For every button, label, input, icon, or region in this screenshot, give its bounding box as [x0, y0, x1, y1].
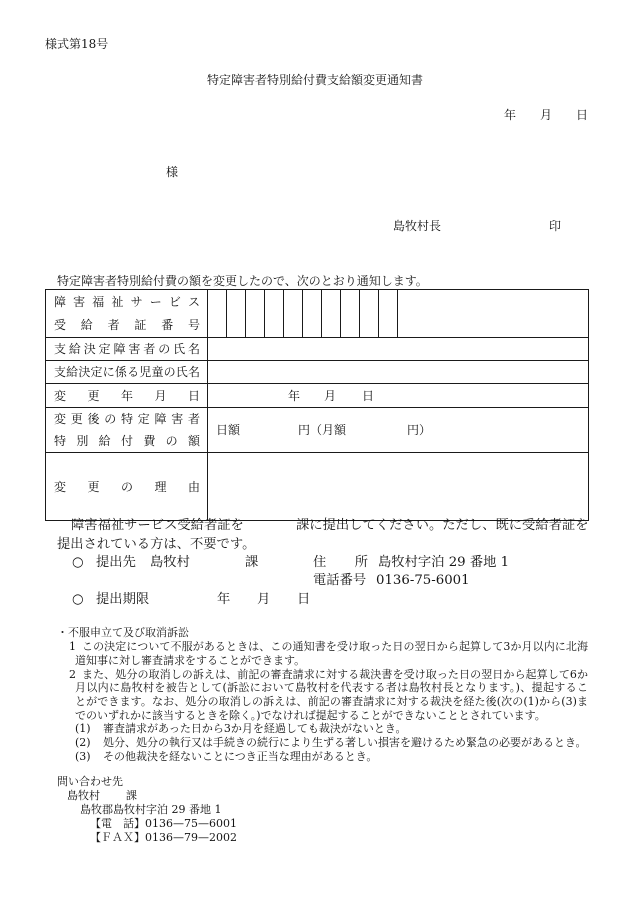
- value-new-amount: [208, 408, 589, 453]
- certificate-digit-box: [265, 290, 284, 338]
- certificate-digit-box: [360, 290, 379, 338]
- deadline-day: 日: [297, 592, 311, 607]
- notice-date-month: 月: [540, 108, 553, 122]
- label-line: 特別給付費の額: [54, 434, 200, 448]
- row-change-date: [46, 384, 589, 408]
- condition-text: 審査請求があった日から3か月を経過しても裁決がないとき。: [103, 722, 407, 735]
- inquiry-fax-line: [90, 832, 237, 843]
- condition-number: (1): [75, 722, 91, 735]
- condition-number: (3): [75, 750, 91, 763]
- label-new-amount: [46, 408, 208, 453]
- label-line: 変更の理由: [54, 479, 200, 494]
- destination-address: 島牧村字泊 29 番地 1: [378, 555, 510, 570]
- change-date-year: 年: [288, 388, 301, 403]
- certificate-digit-box: [379, 290, 398, 338]
- daily-amount-label: 日額: [216, 423, 241, 437]
- label-certificate-number: [46, 290, 208, 338]
- inquiry-address: 島牧郡島牧村字泊 29 番地 1: [80, 803, 222, 816]
- issuer-name: 島牧村長: [393, 219, 442, 233]
- value-child-name: [208, 361, 589, 384]
- certificate-number-blank-area: [398, 290, 589, 338]
- address-label: 住所: [313, 555, 368, 570]
- document-title: 特定障害者特別給付費支給額変更通知書: [206, 73, 423, 87]
- label-recipient-name: [46, 338, 208, 361]
- addressee-honorific: 様: [166, 165, 179, 179]
- appeal-item-number: 1: [69, 640, 76, 653]
- inquiry-village: 島牧村: [67, 789, 100, 802]
- deadline-year: 年: [217, 592, 231, 607]
- appeal-heading: ・不服申立て及び取消訴訟: [57, 626, 189, 639]
- certificate-digit-box: [341, 290, 360, 338]
- row-child-name: [46, 361, 589, 384]
- certificate-digit-box: [284, 290, 303, 338]
- deadline-label: 提出期限: [96, 592, 150, 607]
- bullet-circle: ○: [72, 555, 84, 570]
- row-certificate-number: [46, 290, 589, 338]
- value-recipient-name: [208, 338, 589, 361]
- destination-phone: 0136-75-6001: [376, 573, 470, 588]
- label-line: 支給決定に係る児童の氏名: [54, 365, 200, 379]
- label-reason: [46, 453, 208, 521]
- condition-text: その他裁決を経ないことにつき正当な理由があるとき。: [103, 750, 378, 763]
- form-number: 様式第18号: [45, 37, 109, 51]
- monthly-amount-close: 円）: [407, 423, 432, 437]
- appeal-item-line: でのいずれかに該当するときを除く。)でなければ提起することができないこととされています。: [75, 709, 546, 722]
- submission-text: 課に提出してください。ただし、既に受給者証を: [296, 518, 589, 533]
- inquiry-phone-label: 【電 話】: [90, 817, 145, 830]
- appeal-item-line: また、処分の取消しの訴えは、前記の審査請求に対する裁決書を受け取った日の翌日から起算して6か: [82, 668, 588, 681]
- row-new-amount: [46, 408, 589, 453]
- certificate-digit-box: [208, 290, 227, 338]
- label-line: 障害福祉サービス: [54, 294, 200, 309]
- notice-date-year: 年: [504, 108, 517, 122]
- inquiry-phone: 0136—75—6001: [145, 817, 237, 830]
- row-reason: [46, 453, 589, 521]
- appeal-item-number: 2: [69, 668, 76, 681]
- destination-label: 提出先: [96, 555, 136, 570]
- inquiry-fax-label: 【ＦＡＸ】: [90, 831, 145, 844]
- change-date-month: 月: [324, 388, 337, 403]
- value-reason: [208, 453, 589, 521]
- appeal-item-line: とができます。なお、処分の取消しの訴えは、前記の審査請求に対する裁決を経た後(次の(1)から(3)ま: [75, 695, 588, 708]
- inquiry-heading: 問い合わせ先: [57, 775, 123, 788]
- certificate-digit-box: [322, 290, 341, 338]
- condition-text: 処分、処分の執行又は手続きの続行により生ずる著しい損害を避けるため緊急の必要があるとき。: [103, 736, 587, 749]
- change-date-day: 日: [362, 388, 375, 403]
- change-date-fields: [208, 390, 588, 402]
- certificate-digit-box: [246, 290, 265, 338]
- intro-text: 特定障害者特別給付費の額を変更したので、次のとおり通知します。: [57, 274, 428, 288]
- appeal-item-line: 月以内に島牧村を被告として(訴訟において島牧村を代表する者は島牧村長となります。)、提起するこ: [75, 681, 588, 694]
- certificate-digit-box: [227, 290, 246, 338]
- appeal-item-line: この決定について不服があるときは、この通知書を受け取った日の翌日から起算して3か月以内に北海: [82, 640, 588, 653]
- inquiry-fax: 0136—79—2002: [145, 831, 237, 844]
- notice-table: [45, 289, 589, 521]
- destination-village: 島牧村: [150, 555, 190, 570]
- label-line: 変更年月日: [54, 388, 200, 403]
- row-recipient-name: [46, 338, 589, 361]
- certificate-digit-box: [303, 290, 322, 338]
- notice-date-day: 日: [576, 108, 589, 122]
- issuer-seal-mark: 印: [549, 219, 562, 233]
- deadline-month: 月: [257, 592, 271, 607]
- inquiry-section-suffix: 課: [126, 789, 137, 802]
- label-line: 支給決定障害者の氏名: [54, 342, 200, 356]
- destination-section-suffix: 課: [245, 555, 259, 570]
- appeal-item-line: 道知事に対し審査請求をすることができます。: [75, 654, 306, 667]
- label-line: 受給者証番号: [54, 317, 200, 332]
- value-change-date: [208, 384, 589, 408]
- condition-number: (2): [75, 736, 91, 749]
- label-child-name: [46, 361, 208, 384]
- monthly-amount-label: 円（月額: [298, 423, 347, 437]
- submission-text: 提出されている方は、不要です。: [57, 537, 256, 552]
- inquiry-phone-line: [90, 818, 237, 829]
- submission-text: 障害福祉サービス受給者証を: [71, 518, 244, 533]
- bullet-circle: ○: [72, 592, 84, 607]
- new-amount-fields: [208, 424, 588, 436]
- phone-label: 電話番号: [313, 573, 367, 588]
- label-change-date: [46, 384, 208, 408]
- label-line: 変更後の特定障害者: [54, 412, 200, 426]
